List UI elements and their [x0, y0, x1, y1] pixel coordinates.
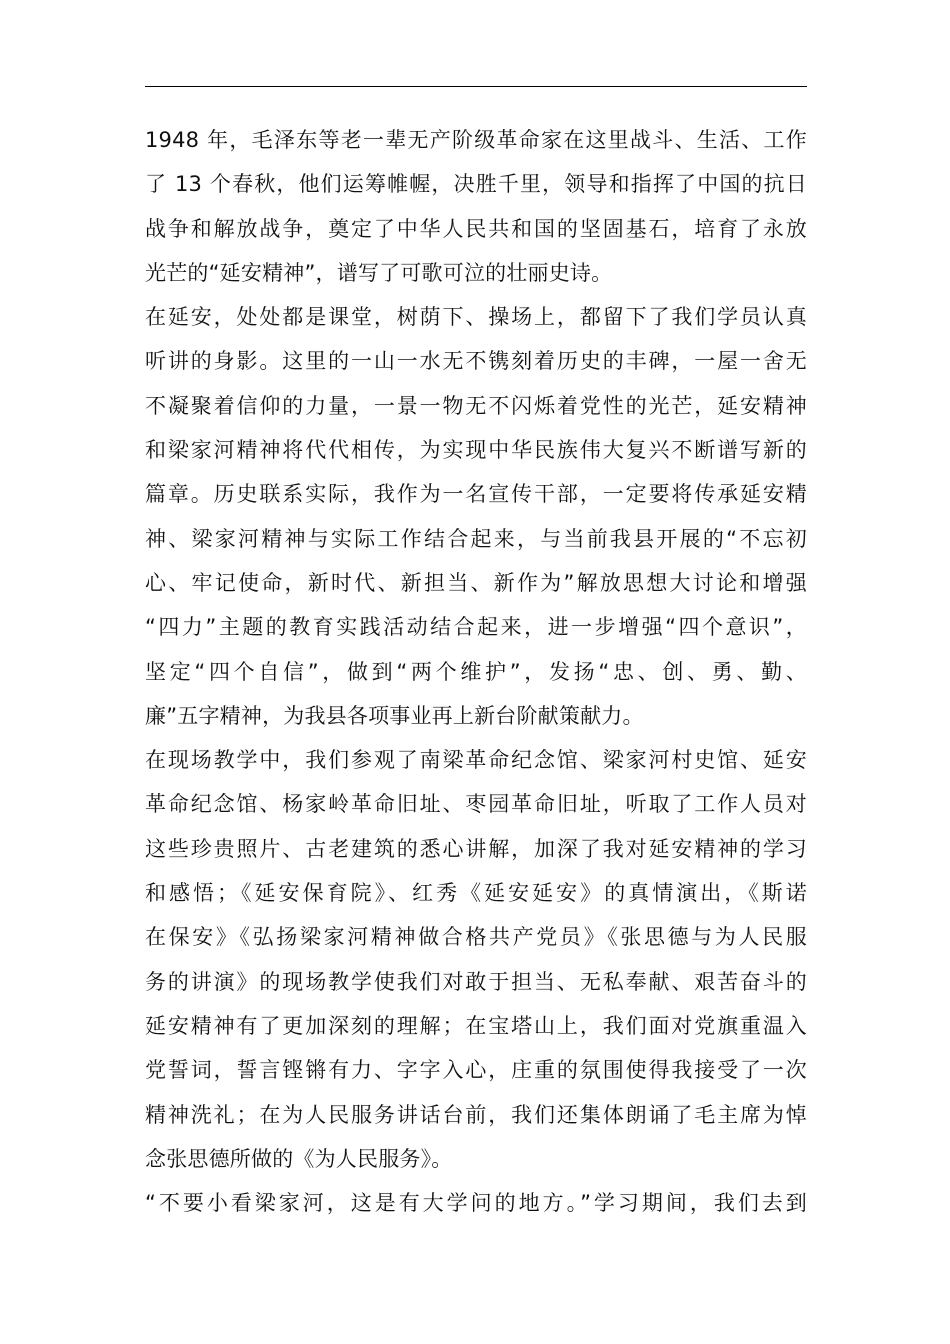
text-line: 革命纪念馆、杨家岭革命旧址、枣园革命旧址，听取了工作人员对 — [145, 792, 807, 817]
paragraph-1 — [145, 118, 807, 295]
text-line: 党誓词，誓言铿锵有力、字字入心，庄重的氛围使得我接受了一次 — [145, 1058, 807, 1083]
body-text — [145, 118, 807, 1225]
text-line: 和感悟；《延安保育院》、红秀《延安延安》的真情演出，《斯诺 — [145, 881, 807, 906]
paragraph-4 — [145, 1181, 807, 1225]
text-line: 篇章。历史联系实际，我作为一名宣传干部，一定要将传承延安精 — [145, 482, 807, 507]
text-line: 在现场教学中，我们参观了南梁革命纪念馆、梁家河村史馆、延安 — [145, 748, 807, 773]
text-line: 务的讲演》的现场教学使我们对敢于担当、无私奉献、艰苦奋斗的 — [145, 969, 807, 994]
text-line: 在保安》《弘扬梁家河精神做合格共产党员》《张思德与为人民服 — [145, 925, 807, 950]
text-line: 延安精神有了更加深刻的理解；在宝塔山上，我们面对党旗重温入 — [145, 1013, 807, 1038]
text-line: 1948 年，毛泽东等老一辈无产阶级革命家在这里战斗、生活、工作 — [145, 128, 807, 152]
text-line: 这些珍贵照片、古老建筑的悉心讲解，加深了我对延安精神的学习 — [145, 836, 807, 861]
header-rule — [145, 86, 807, 87]
text-line: 听讲的身影。这里的一山一水无不镌刻着历史的丰碑，一屋一舍无 — [145, 349, 807, 374]
text-line: 神、梁家河精神与实际工作结合起来，与当前我县开展的“不忘初 — [145, 526, 807, 551]
text-line: 不凝聚着信仰的力量，一景一物无不闪烁着党性的光芒，延安精神 — [145, 393, 807, 418]
text-line: 在延安，处处都是课堂，树荫下、操场上，都留下了我们学员认真 — [145, 305, 807, 330]
text-line: 念张思德所做的《为人民服务》。 — [145, 1146, 453, 1171]
paragraph-3 — [145, 738, 807, 1181]
text-line: 精神洗礼；在为人民服务讲话台前，我们还集体朗诵了毛主席为悼 — [145, 1102, 807, 1127]
text-line: 廉”五字精神，为我县各项事业再上新台阶献策献力。 — [145, 703, 644, 728]
text-line: 和梁家河精神将代代相传，为实现中华民族伟大复兴不断谱写新的 — [145, 438, 807, 463]
text-line: 心、牢记使命，新时代、新担当、新作为”解放思想大讨论和增强 — [145, 570, 807, 595]
text-line: 坚定“四个自信”，做到“两个维护”，发扬“忠、创、勇、勤、 — [145, 659, 807, 684]
text-line: “不要小看梁家河，这是有大学问的地方。”学习期间，我们去到 — [145, 1191, 807, 1216]
text-line: 了 13 个春秋，他们运筹帷幄，决胜千里，领导和指挥了中国的抗日 — [145, 172, 807, 197]
text-line: 战争和解放战争，奠定了中华人民共和国的坚固基石，培育了永放 — [145, 216, 807, 241]
text-line: 光芒的“延安精神”，谱写了可歌可泣的壮丽史诗。 — [145, 260, 613, 285]
text-line: “四力”主题的教育实践活动结合起来，进一步增强“四个意识”， — [145, 615, 807, 640]
paragraph-2 — [145, 295, 807, 738]
